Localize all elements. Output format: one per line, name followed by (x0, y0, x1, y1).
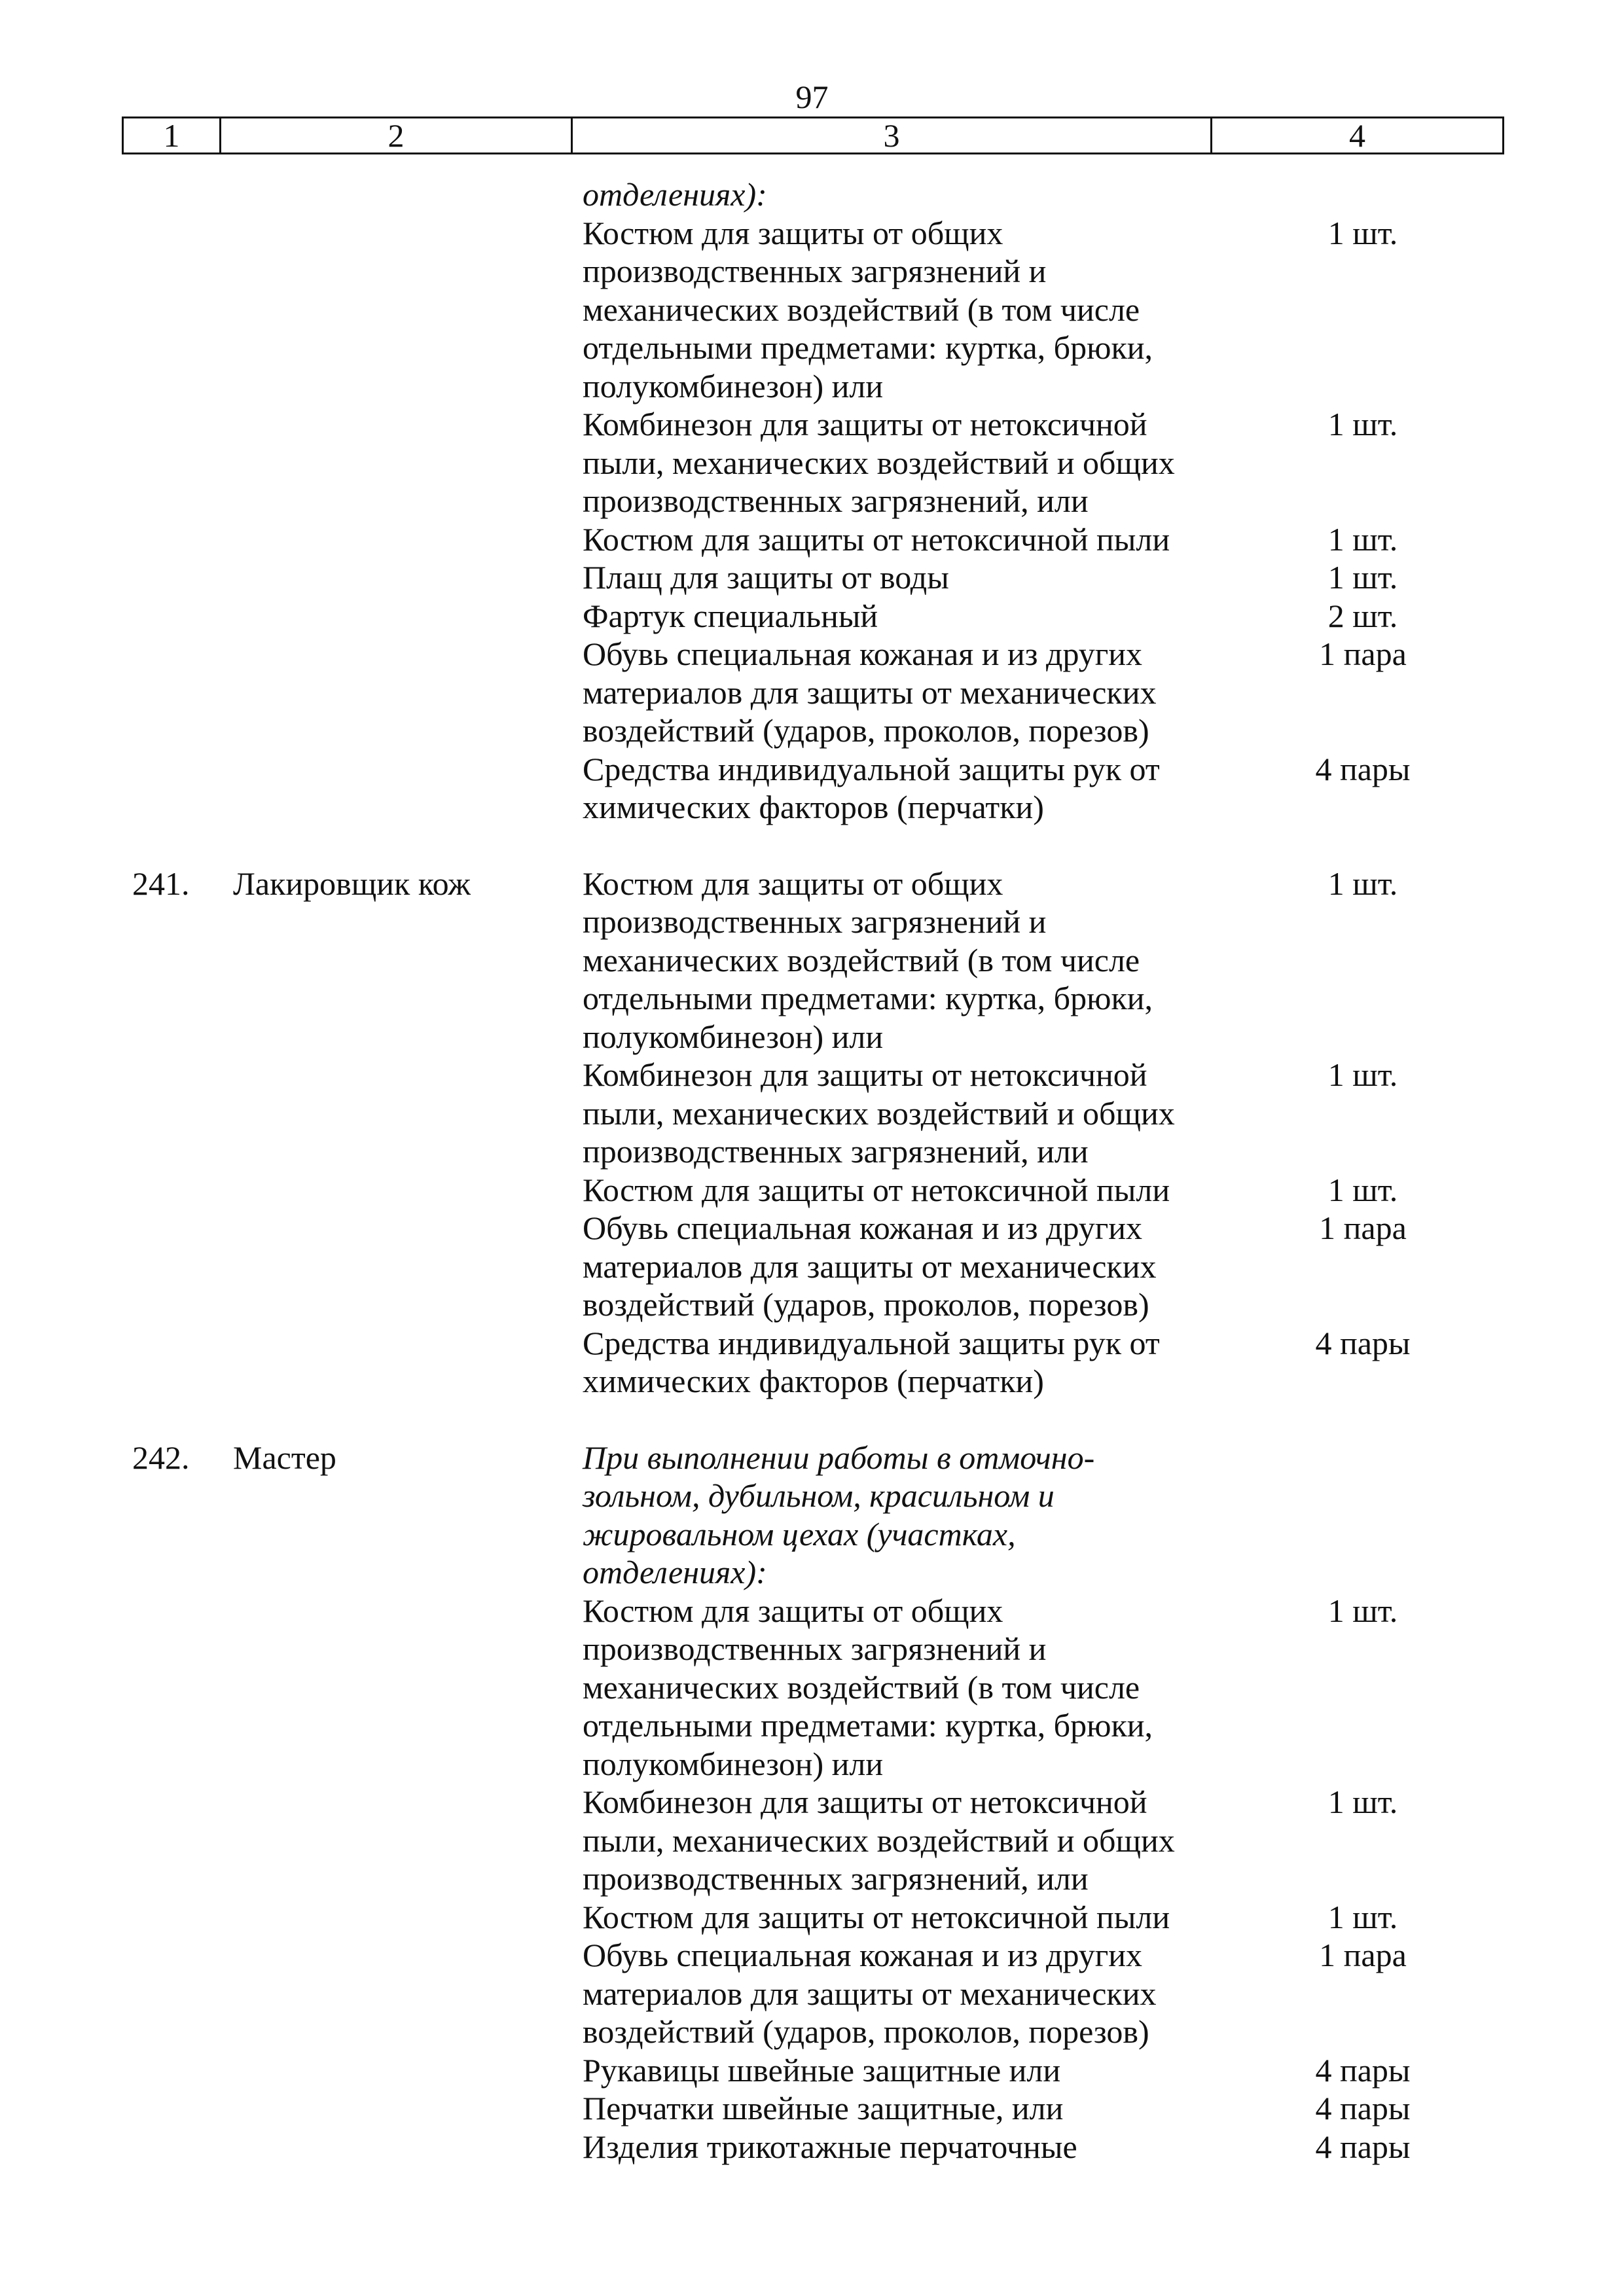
entry-241 (0, 865, 1624, 1401)
item-text: Обувь специальная кожаная и из других материалов для защиты от механических воздействий (ударов, проколов, порезов) (583, 636, 1157, 749)
header-col-2: 2 (221, 118, 573, 152)
page-number: 97 (795, 79, 829, 115)
list-item (583, 750, 1578, 827)
list-item (583, 1592, 1578, 1784)
header-col-4: 4 (1349, 117, 1365, 154)
item-qty: 1 шт. (1327, 1592, 1398, 1629)
entry-continuation (0, 175, 1624, 827)
list-item (583, 175, 1578, 214)
list-item (583, 2089, 1578, 2128)
item-qty: 1 шт. (1327, 1056, 1398, 1093)
item-qty: 1 пара (1319, 1937, 1407, 1973)
list-item (583, 1783, 1578, 1898)
item-qty: 1 пара (1319, 1210, 1407, 1246)
item-qty: 4 пары (1315, 2090, 1411, 2126)
item-text: Костюм для защиты от нетоксичной пыли (583, 520, 1170, 558)
item-qty: 1 шт. (1327, 1898, 1398, 1935)
table-header-row (122, 117, 1504, 154)
item-qty: 1 шт. (1327, 865, 1398, 902)
list-item (583, 558, 1578, 597)
table-body (0, 175, 1624, 2166)
list-item (583, 2128, 1578, 2166)
item-qty: 1 шт. (1327, 1171, 1398, 1208)
item-list (583, 1439, 1578, 2166)
header-col-1: 1 (124, 118, 221, 152)
item-text: Костюм для защиты от нетоксичной пыли (583, 1171, 1170, 1208)
item-list (583, 175, 1578, 827)
item-qty: 1 шт. (1327, 520, 1398, 558)
list-item (583, 2051, 1578, 2090)
list-item (583, 597, 1578, 636)
list-item (583, 1056, 1578, 1171)
item-list (583, 865, 1578, 1401)
list-item (583, 1171, 1578, 1210)
list-item (583, 1439, 1578, 1592)
item-text: Костюм для защиты от общих производственных загрязнений и механических воздействий (в том числе отдельными предметами: куртка, брюки, полукомбинезон) или (583, 865, 1153, 1055)
item-text: Обувь специальная кожаная и из других материалов для защиты от механических воздействий (ударов, проколов, порезов) (583, 1937, 1157, 2050)
item-qty: 1 шт. (1327, 1784, 1398, 1820)
item-qty: 1 шт. (1327, 406, 1398, 442)
item-text: Средства индивидуальной защиты рук от химических факторов (перчатки) (583, 1324, 1160, 1399)
item-qty: 1 шт. (1327, 214, 1398, 251)
item-text: Перчатки швейные защитные, или (583, 2090, 1064, 2126)
list-item (583, 865, 1578, 1056)
profession-name: Мастер (233, 1439, 336, 1476)
list-item (583, 635, 1578, 750)
item-qty: 4 пары (1315, 750, 1411, 787)
list-item (583, 1324, 1578, 1401)
entry-242 (0, 1439, 1624, 2166)
entry-number: 242. (132, 1439, 190, 1476)
item-text: Костюм для защиты от общих производственных загрязнений и механических воздействий (в том числе отдельными предметами: куртка, брюки, полукомбинезон) или (583, 214, 1153, 404)
item-text: Костюм для защиты от общих производственных загрязнений и механических воздействий (в том числе отдельными предметами: куртка, брюки, полукомбинезон) или (583, 1592, 1153, 1782)
item-text: Комбинезон для защиты от нетоксичной пыли, механических воздействий и общих производственных загрязнений, или (583, 406, 1175, 519)
item-qty: 1 шт. (1327, 559, 1398, 596)
item-text: Рукавицы швейные защитные или (583, 2051, 1061, 2089)
item-text: Фартук специальный (583, 597, 878, 634)
item-text: Обувь специальная кожаная и из других материалов для защиты от механических воздействий (ударов, проколов, порезов) (583, 1210, 1157, 1323)
list-item (583, 1898, 1578, 1937)
item-text: отделениях): (583, 176, 767, 213)
item-qty: 2 шт. (1327, 597, 1398, 634)
item-text: Костюм для защиты от нетоксичной пыли (583, 1898, 1170, 1935)
item-text: При выполнении работы в отмочно- зольном, дубильном, красильном и жировальном цехах (участках, отделениях): (583, 1439, 1095, 1590)
item-text: Плащ для защиты от воды (583, 559, 949, 596)
item-qty: 4 пары (1315, 2128, 1411, 2165)
header-col-3: 3 (573, 118, 1212, 152)
item-qty: 4 пары (1315, 2051, 1411, 2089)
list-item (583, 214, 1578, 406)
list-item (583, 1936, 1578, 2051)
profession-name: Лакировщик кож (233, 865, 471, 902)
list-item (583, 1209, 1578, 1324)
list-item (583, 520, 1578, 559)
list-item (583, 405, 1578, 520)
entry-number: 241. (132, 865, 190, 902)
item-text: Комбинезон для защиты от нетоксичной пыли, механических воздействий и общих производственных загрязнений, или (583, 1056, 1175, 1170)
item-qty: 4 пары (1315, 1324, 1411, 1361)
item-text: Комбинезон для защиты от нетоксичной пыли, механических воздействий и общих производственных загрязнений, или (583, 1784, 1175, 1897)
item-text: Средства индивидуальной защиты рук от химических факторов (перчатки) (583, 750, 1160, 825)
item-qty: 1 пара (1319, 636, 1407, 672)
item-text: Изделия трикотажные перчаточные (583, 2128, 1077, 2165)
